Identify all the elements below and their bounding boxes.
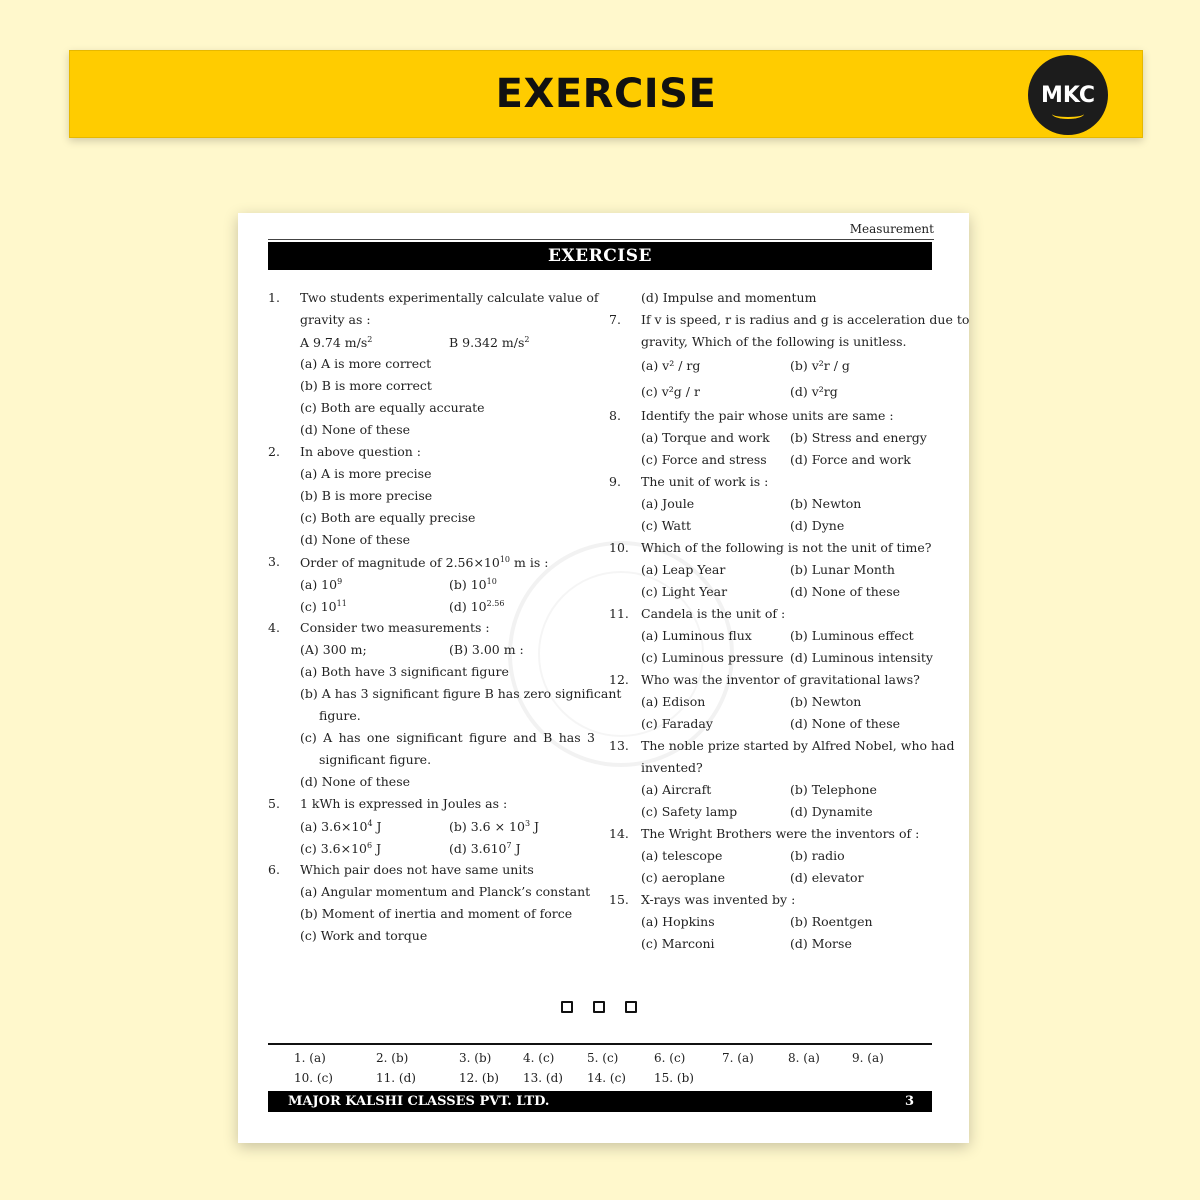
line-text: (d) None of these [300,774,411,789]
option-line [609,779,934,801]
line-text: (b) A has 3 significant figure B has zero significant [300,686,622,701]
logo-smile-icon [1052,109,1084,119]
superscript: 10 [486,577,497,587]
answer-item: 9. (a) [852,1051,884,1065]
option-a: (a) Joule [641,496,695,511]
question-number: 13. [609,738,629,753]
question-line [609,309,970,331]
option-a: (c) Light Year [641,584,728,599]
question-number: 12. [609,672,629,687]
option-line [268,661,595,683]
line-text: (d) None of these [300,532,411,547]
option-b: (b) v²r / g [790,358,850,373]
option-b: (b) Stress and energy [790,430,927,445]
answer-item: 4. (c) [523,1051,555,1065]
option-a: A 9.74 $m/s^2$ [300,335,373,351]
line-text: (a) Angular momentum and Planck’s constant [300,884,591,899]
option-line [268,375,595,397]
question-number: 8. [609,408,621,423]
superscript: 7 [506,841,512,851]
question-line [609,735,955,757]
answer-item: 5. (c) [587,1051,619,1065]
question-line [609,889,934,911]
option-b: (b) Roentgen [790,914,873,929]
option-line [268,419,595,441]
question-number: 14. [609,826,629,841]
question-line [268,859,595,881]
option-a: (a) $3.6\times 10^4$ J [300,819,382,835]
option-b: (d) v²rg [790,384,838,399]
option-line [268,485,595,507]
line-text: (a) Both have 3 significant figure [300,664,509,679]
head-rule [268,239,934,240]
superscript: 6 [367,841,373,851]
option-a: (c) Force and stress [641,452,767,467]
logo-text: MKC [1040,82,1096,108]
line-text: Two students experimentally calculate value of [300,290,599,305]
line-text: Who was the inventor of gravitational laws? [641,672,920,687]
option-line [609,867,934,889]
line-text: Order of magnitude of $2.56\times 10^{10}$ m is : [300,555,549,571]
question-line [268,287,599,309]
question-line [609,405,934,427]
document-page [238,213,969,1143]
option-b: (b) Telephone [790,782,877,797]
answer-item: 7. (a) [722,1051,754,1065]
question-number: 11. [609,606,629,621]
option-a: (c) aeroplane [641,870,725,885]
option-a: (a) Edison [641,694,706,709]
line-text: significant figure. [319,752,432,767]
line-text: (a) A is more correct [300,356,432,371]
option-a: (A) 300 m; [300,642,367,657]
option-line [268,309,595,331]
line-text: (d) None of these [300,422,411,437]
line-text: In above question : [300,444,422,459]
superscript: 4 [367,819,373,829]
question-line [609,669,934,691]
square-icon [593,1001,605,1013]
question-number: 4. [268,620,280,635]
banner-title: EXERCISE [495,71,717,117]
line-text: (c) Both are equally accurate [300,400,485,415]
answer-key-rule [268,1043,932,1045]
option-line [609,287,934,309]
option-line [268,837,595,859]
end-marker [561,1001,637,1013]
publisher-name: MAJOR KALSHI CLASSES PVT. LTD. [288,1094,550,1109]
option-b: (b) $3.6 \times 10^3$ J [449,819,540,835]
option-line [268,507,595,529]
line-text: (b) B is more correct [300,378,432,393]
option-line [609,933,934,955]
right-column [609,287,970,955]
option-b: (d) elevator [790,870,864,885]
option-line [609,331,934,353]
option-line [268,529,595,551]
line-text: Identify the pair whose units are same : [641,408,894,423]
option-line [609,911,934,933]
option-b: (d) Dynamite [790,804,873,819]
option-b: (d) $10^{2.56}$ [449,599,505,615]
line-text: The unit of work is : [641,474,769,489]
line-text: gravity as : [300,312,371,327]
question-line [609,823,934,845]
question-number: 9. [609,474,621,489]
option-b: (d) None of these [790,584,901,599]
footer-bar [268,1091,932,1112]
option-line [268,463,595,485]
question-number: 1. [268,290,280,305]
option-a: (c) Marconi [641,936,715,951]
option-line [268,771,595,793]
answer-item: 6. (c) [654,1051,686,1065]
line-text: (a) A is more precise [300,466,432,481]
question-line [609,471,934,493]
option-a: (c) Watt [641,518,691,533]
option-a: (c) $3.6\times 10^6$ J [300,841,382,857]
superscript: 9 [337,577,343,587]
option-a: (c) Luminous pressure [641,650,784,665]
question-number: 5. [268,796,280,811]
line-text: X-rays was invented by : [641,892,796,907]
page-number: 3 [904,1094,914,1109]
option-b: (b) Newton [790,496,862,511]
answer-item: 10. (c) [294,1071,333,1085]
line-text: (b) B is more precise [300,488,433,503]
option-line [609,801,934,823]
question-line [268,617,595,639]
option-a: (a) Luminous flux [641,628,752,643]
answer-item: 2. (b) [376,1051,409,1065]
option-b: (d) Luminous intensity [790,650,933,665]
exercise-title-bar: EXERCISE [268,242,932,270]
superscript: 3 [524,819,531,829]
option-line [268,727,595,749]
answer-item: 8. (a) [788,1051,820,1065]
option-a: (c) Faraday [641,716,713,731]
line-text: Which of the following is not the unit of time? [641,540,932,555]
answer-item: 3. (b) [459,1051,492,1065]
answer-item: 11. (d) [376,1071,416,1085]
superscript: 2 [367,335,373,345]
option-line [609,581,934,603]
option-b: (B) 3.00 m : [449,642,524,657]
line-text: gravity, Which of the following is unitless. [641,334,907,349]
question-line [609,537,934,559]
option-a: (a) Leap Year [641,562,726,577]
question-number: 7. [609,312,621,327]
answer-item: 1. (a) [294,1051,326,1065]
option-line [609,691,934,713]
option-a: (c) Safety lamp [641,804,738,819]
option-a: (a) telescope [641,848,723,863]
option-line [268,353,595,375]
option-line [609,353,934,379]
option-b: (d) Dyne [790,518,845,533]
option-line [609,845,934,867]
superscript: 2.56 [486,599,505,609]
line-text: If v is speed, r is radius and g is acceleration due to [641,312,970,327]
line-text: (d) Impulse and momentum [641,290,817,305]
question-number: 15. [609,892,629,907]
question-line [268,793,595,815]
option-b: (b) Luminous effect [790,628,914,643]
option-line [268,881,595,903]
square-icon [561,1001,573,1013]
option-line [609,379,934,405]
mkc-logo [1028,55,1108,135]
line-text: Consider two measurements : [300,620,490,635]
question-line [268,551,595,573]
option-a: (a) Aircraft [641,782,712,797]
option-line [609,713,934,735]
question-number: 10. [609,540,629,555]
superscript: 2 [524,335,530,345]
line-text: (c) A has one significant figure and B has 3 [300,730,595,745]
option-line [268,683,622,705]
answer-item: 15. (b) [654,1071,694,1085]
option-b: (b) Newton [790,694,862,709]
option-b: (b) $10^{10}$ [449,577,497,593]
option-line [609,647,934,669]
superscript: 10 [499,555,511,565]
option-line [268,331,595,353]
option-b: B 9.342 $m/s^2$ [449,335,530,351]
question-number: 2. [268,444,280,459]
answer-item: 14. (c) [587,1071,626,1085]
line-text: Which pair does not have same units [300,862,534,877]
square-icon [625,1001,637,1013]
option-b: (d) Force and work [790,452,911,467]
option-line [268,573,595,595]
line-text: figure. [319,708,361,723]
option-b: (b) Lunar Month [790,562,895,577]
option-a: (a) Torque and work [641,430,770,445]
line-text: (c) Both are equally precise [300,510,476,525]
running-head: Measurement [849,222,934,236]
option-line [268,925,595,947]
answer-item: 12. (b) [459,1071,499,1085]
option-a: (c) $10^{11}$ [300,599,347,615]
option-line [268,705,595,727]
question-number: 3. [268,554,280,569]
option-b: (d) None of these [790,716,901,731]
line-text: (b) Moment of inertia and moment of force [300,906,573,921]
option-line [609,625,934,647]
superscript: 11 [336,599,347,609]
option-line [268,749,595,771]
line-text: 1 kWh is expressed in Joules as : [300,796,508,811]
option-a: (a) v² / rg [641,358,701,373]
question-number: 6. [268,862,280,877]
question-line [609,603,934,625]
option-line [609,427,934,449]
option-a: (a) Hopkins [641,914,715,929]
option-b: (b) radio [790,848,845,863]
option-line [609,493,934,515]
header-banner [69,50,1143,138]
option-line [268,397,595,419]
option-line [268,815,595,837]
option-line [609,757,934,779]
option-b: (d) 3.610$^7$ J [449,841,521,857]
line-text: invented? [641,760,703,775]
option-line [268,595,595,617]
option-line [609,515,934,537]
question-line [268,441,595,463]
line-text: The Wright Brothers were the inventors of : [641,826,920,841]
line-text: (c) Work and torque [300,928,428,943]
option-line [268,639,595,661]
option-a: (a) $10^9$ [300,577,343,593]
option-line [268,903,595,925]
line-text: The noble prize started by Alfred Nobel, who had [641,738,955,753]
option-line [609,559,934,581]
answer-item: 13. (d) [523,1071,563,1085]
line-text: Candela is the unit of : [641,606,786,621]
option-a: (c) v²g / r [641,384,700,399]
option-line [609,449,934,471]
option-b: (d) Morse [790,936,852,951]
